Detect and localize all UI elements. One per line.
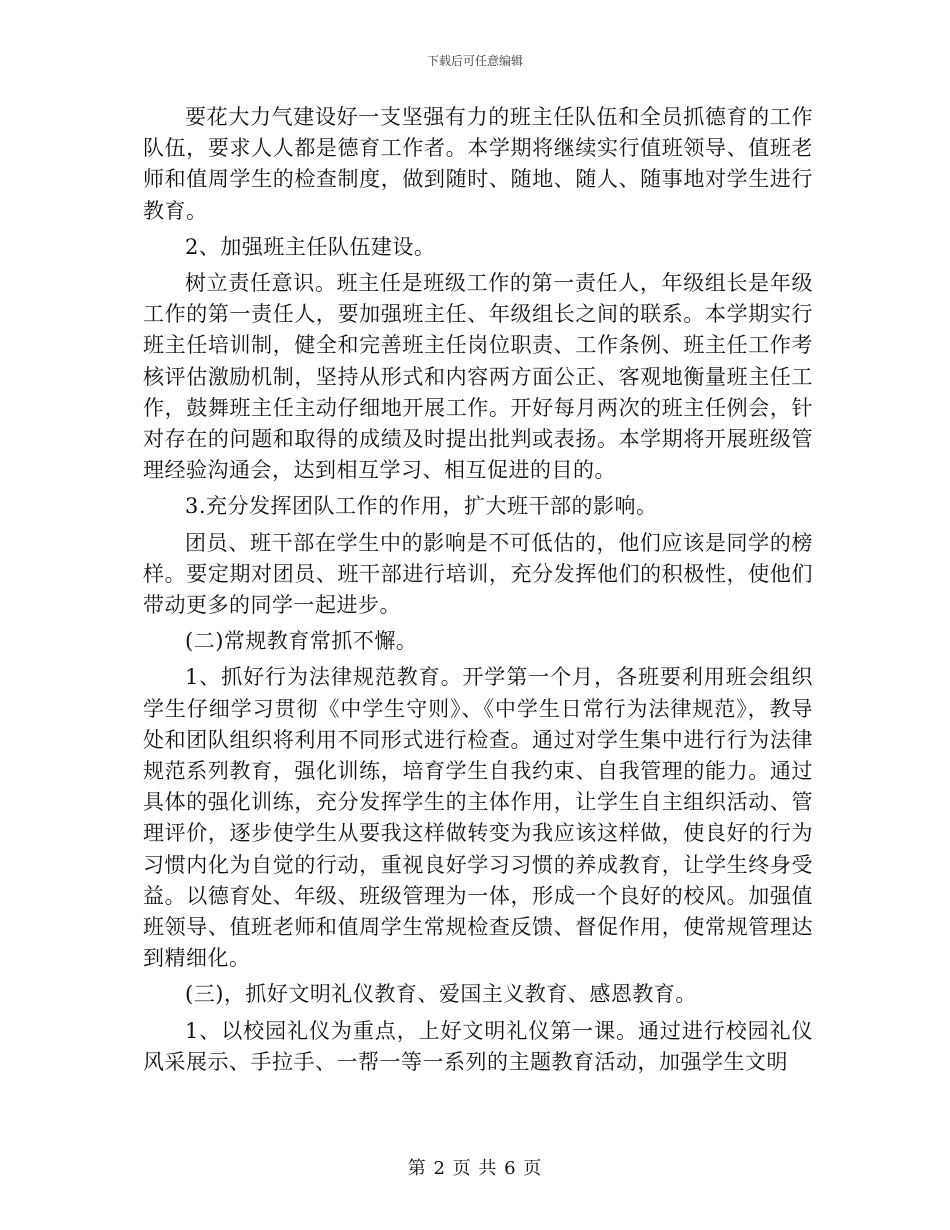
paragraph: 团员、班干部在学生中的影响是不可低估的，他们应该是同学的榜样。要定期对团员、班干部进行培训，充分发挥他们的积极性，使他们带动更多的同学一起进步。 (143, 530, 813, 618)
section-heading: (三)，抓好文明礼仪教育、爱国主义教育、感恩教育。 (185, 982, 697, 1007)
paragraph: 1、以校园礼仪为重点，上好文明礼仪第一课。通过进行校园礼仪风采展示、手拉手、一帮一等一系列的主题教育活动，加强学生文明 (143, 1018, 813, 1074)
paragraph: 1、抓好行为法律规范教育。开学第一个月，各班要利用班会组织学生仔细学习贯彻《中学生守则》、《中学生日常行为法律规范》，教导处和团队组织将利用不同形式进行检查。通过对学生集中进行行为法律规范系列教育，强化训练，培育学生自我约束、自我管理的能力。通过具体的强化训练，充分发挥学生的主体作用，让学生自主组织活动、管理评价，逐步使学生从要我这样做转变为我应该这样做，使良好的行为习惯内化为自觉的行动，重视良好学习习惯的养成教育，让学生终身受益。以德育处、年级、班级管理为一体，形成一个良好的校风。加强值班领导、值班老师和值周学生常规检查反馈、督促作用，使常规管理达到精细化。 (143, 665, 813, 971)
paragraph: 要花大力气建设好一支坚强有力的班主任队伍和全员抓德育的工作队伍，要求人人都是德育工作者。本学期将继续实行值班领导、值班老师和值周学生的检查制度，做到随时、随地、随人、随事地对学生进行教育。 (143, 105, 813, 223)
section-heading: (二)常规教育常抓不懈。 (185, 629, 418, 654)
paragraph: 树立责任意识。班主任是班级工作的第一责任人，年级组长是年级工作的第一责任人，要加强班主任、年级组长之间的联系。本学期实行班主任培训制，健全和完善班主任岗位职责、工作条例、班主任工作考核评估激励机制，坚持从形式和内容两方面公正、客观地衡量班主任工作，鼓舞班主任主动仔细地开展工作。开好每月两次的班主任例会，针对存在的问题和取得的成绩及时提出批判或表扬。本学期将开展班级管理经验沟通会，达到相互学习、相互促进的目的。 (143, 271, 813, 483)
document-body (143, 102, 813, 1078)
page-header: 下载后可任意编辑 (426, 54, 523, 68)
page-footer: 第 2 页 共 6 页 (407, 1158, 543, 1179)
section-heading: 2、加强班主任队伍建设。 (185, 234, 436, 259)
section-heading: 3.充分发挥团队工作的作用，扩大班干部的影响。 (185, 494, 658, 519)
